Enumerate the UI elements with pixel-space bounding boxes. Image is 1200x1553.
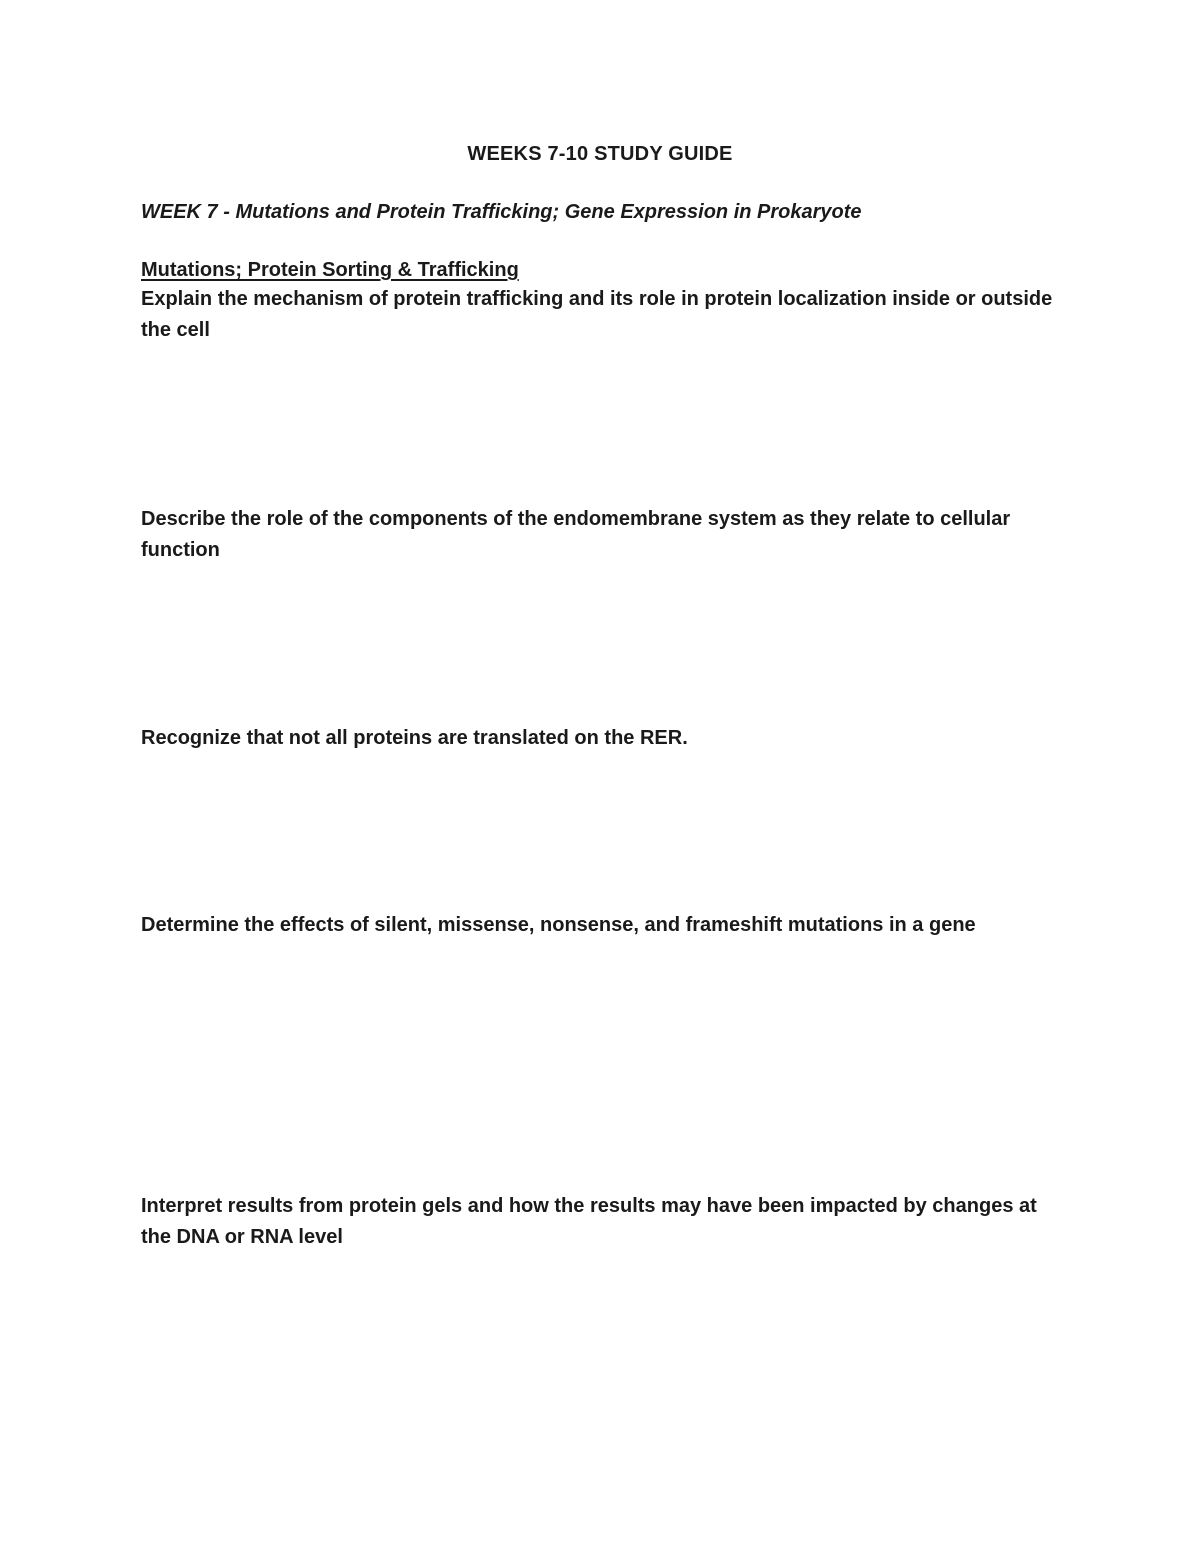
- objective-mutation-effects: Determine the effects of silent, missense, nonsense, and frameshift mutations in a gene: [141, 914, 976, 936]
- objective-protein-gels: Interpret results from protein gels and how the results may have been impacted by changes at the DNA or RNA level: [141, 1195, 1037, 1248]
- document-title: WEEKS 7-10 STUDY GUIDE: [467, 143, 733, 165]
- section-heading-mutations: Mutations; Protein Sorting & Trafficking: [141, 259, 519, 281]
- objective-endomembrane-system: Describe the role of the components of the endomembrane system as they relate to cellular function: [141, 508, 1011, 561]
- objective-rer-translation: Recognize that not all proteins are translated on the RER.: [141, 727, 688, 749]
- objective-protein-trafficking: Explain the mechanism of protein trafficking and its role in protein localization inside or outside the cell: [141, 288, 1053, 341]
- week-7-heading: WEEK 7 - Mutations and Protein Trafficking; Gene Expression in Prokaryote: [141, 201, 862, 223]
